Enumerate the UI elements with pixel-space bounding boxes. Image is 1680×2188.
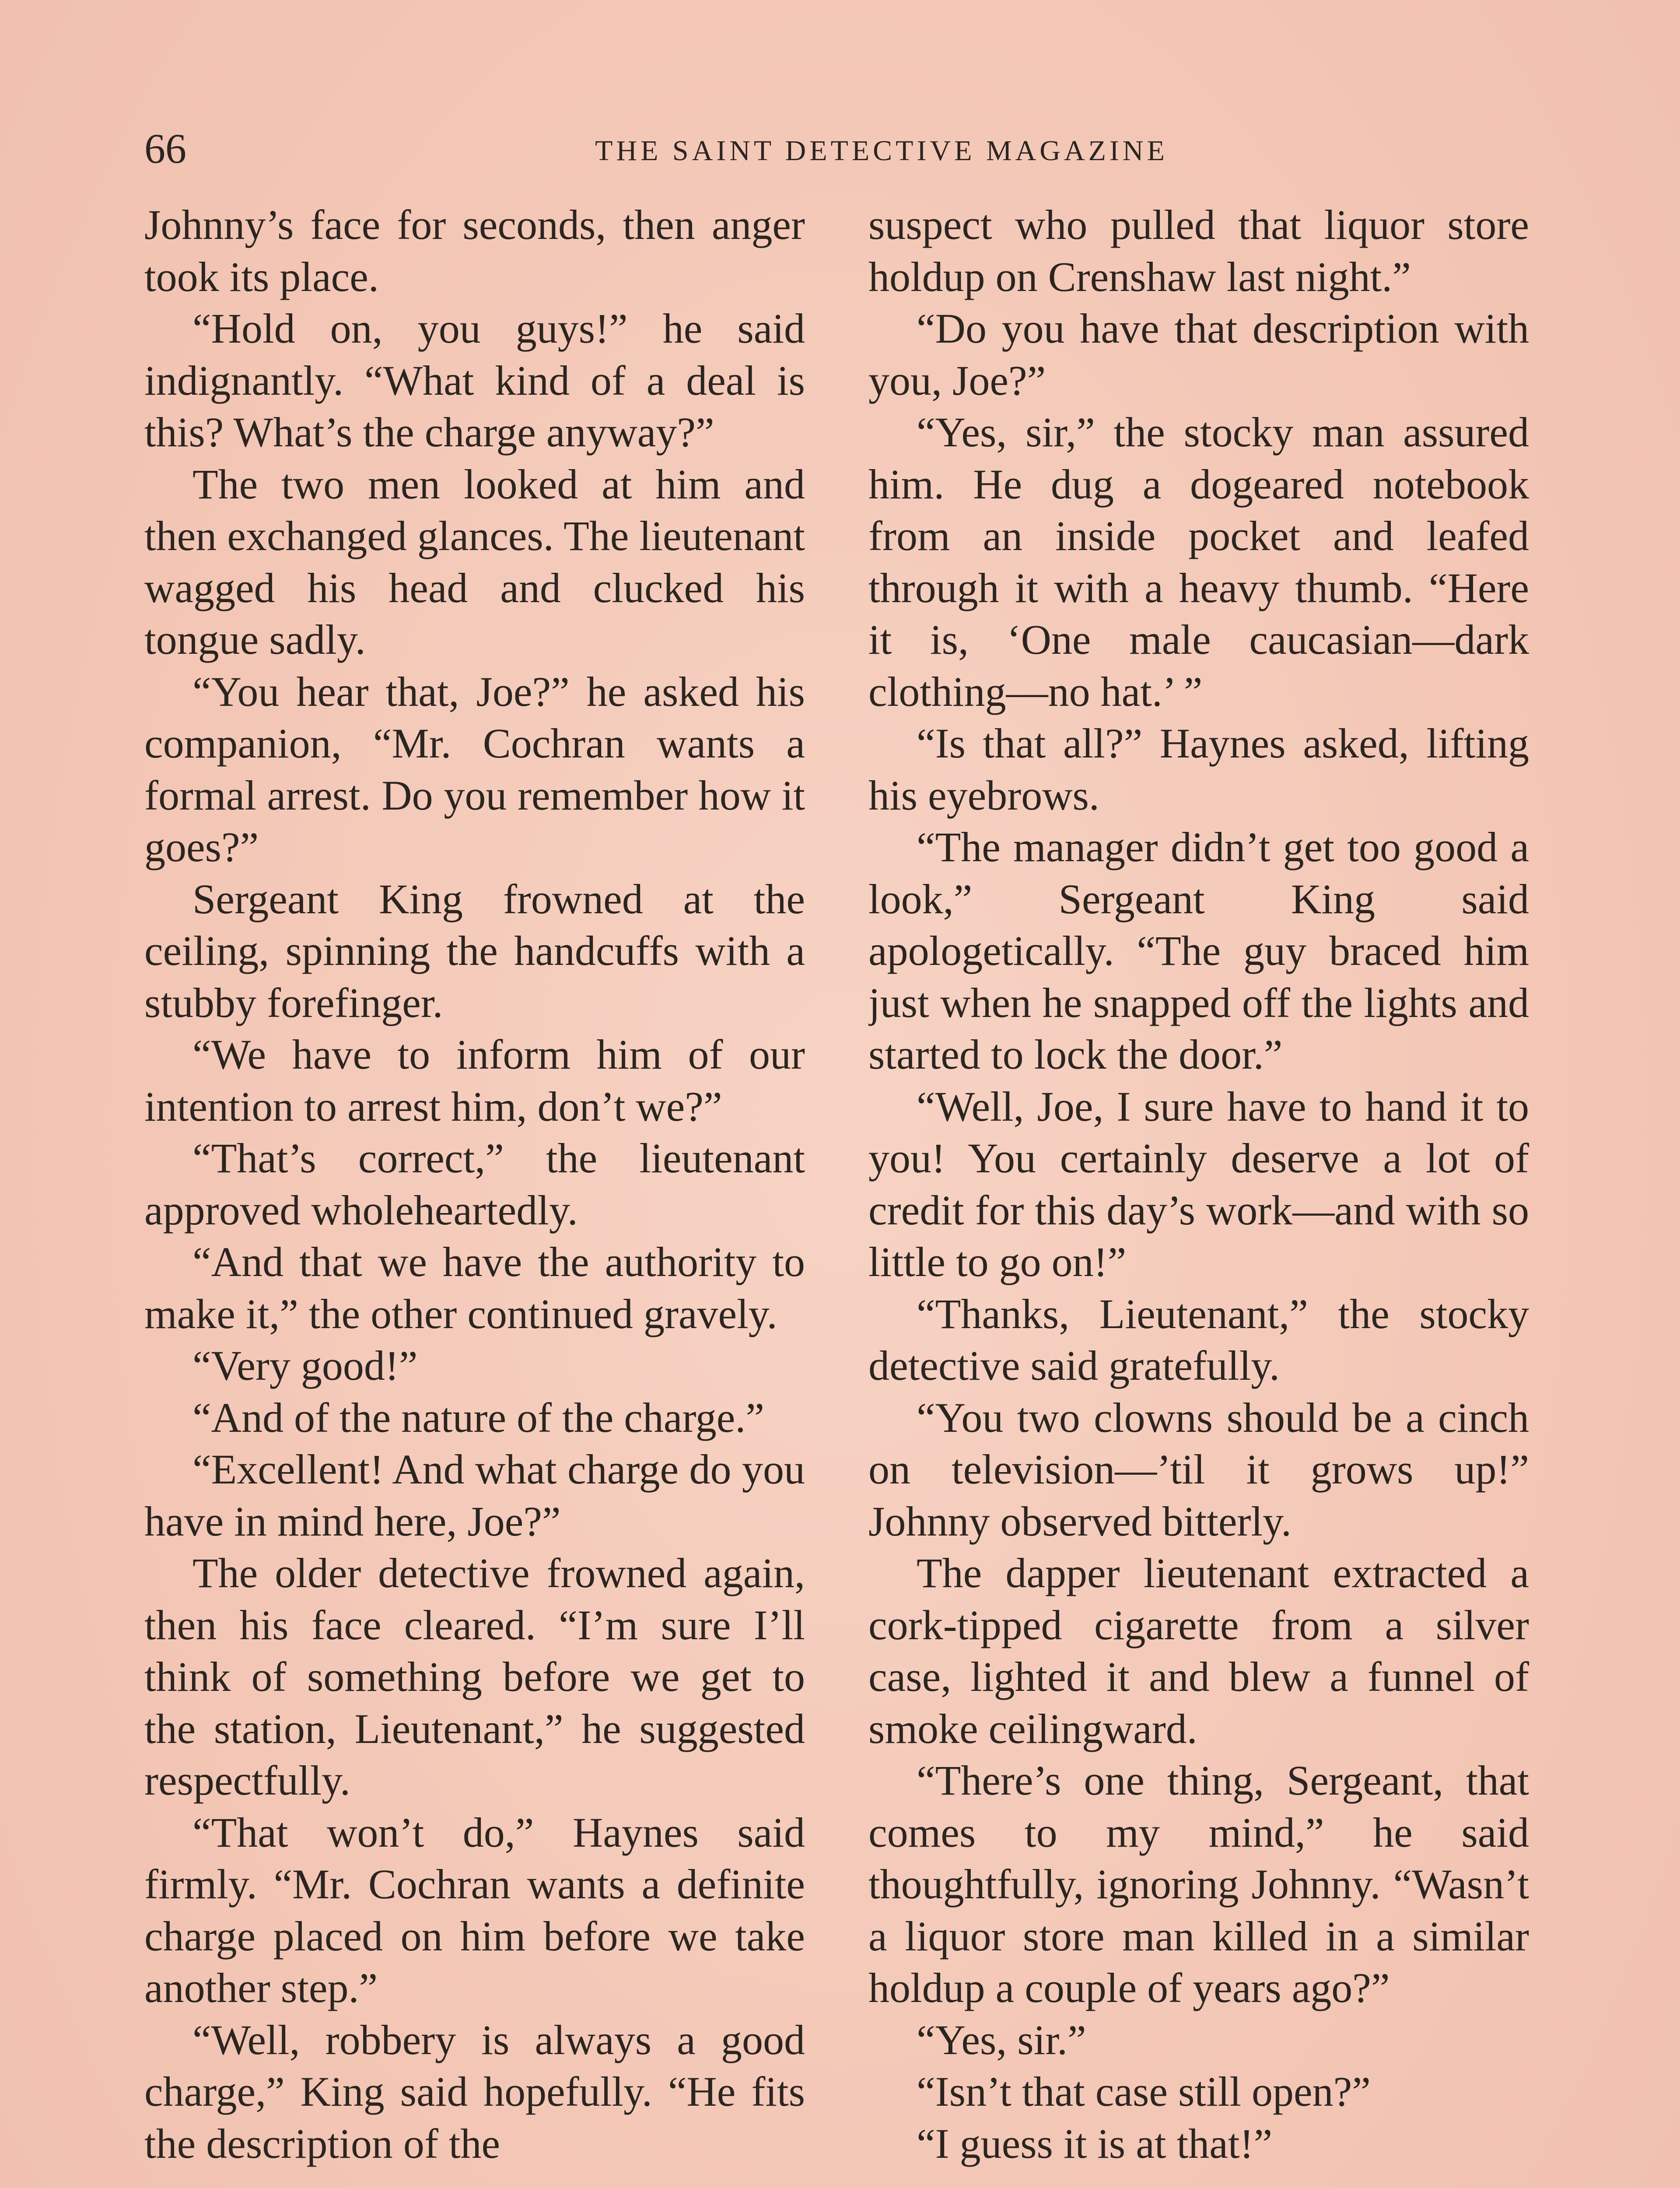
paragraph: “That won’t do,” Haynes said firmly. “Mr. Cochran wants a definite charge placed on him before we take another step.” (144, 1809, 805, 2011)
paragraph: The two men looked at him and then exchanged glances. The lieutenant wagged his head and clucked his tongue sadly. (144, 460, 805, 663)
paragraph: “That’s correct,” the lieutenant approved wholeheartedly. (144, 1135, 805, 1234)
paragraph: “Yes, sir.” (917, 2016, 1086, 2063)
page-number: 66 (144, 125, 186, 172)
paragraph: “We have to inform him of our intention to arrest him, don’t we?” (144, 1031, 805, 1130)
paragraph: “Is that all?” Haynes asked, lifting his eyebrows. (868, 720, 1529, 819)
paragraph: “I guess it is at that!” (917, 2120, 1273, 2167)
paragraph: “And that we have the authority to make it,” the other continued gravely. (144, 1238, 805, 1337)
paragraph: “You two clowns should be a cinch on television—’til it grows up!” Johnny observed bitterly. (868, 1394, 1529, 1545)
paragraph: “The manager didn’t get too good a look,” Sergeant King said apologetically. “The guy braced him just when he snapped off the lights and started to lock the door.” (868, 824, 1529, 1078)
paragraph: The older detective frowned again, then his face cleared. “I’m sure I’ll think of something before we get to the station, Lieutenant,” he suggested respectfully. (144, 1550, 805, 1804)
paragraph: “Do you have that description with you, Joe?” (868, 305, 1529, 404)
left-column (144, 199, 805, 2170)
paragraph: “Yes, sir,” the stocky man assured him. He dug a dogeared notebook from an inside pocket and leafed through it with a heavy thumb. “Here it is, ‘One male caucasian—dark clothing—no hat.’ ” (868, 409, 1529, 715)
paragraph: “There’s one thing, Sergeant, that comes to my mind,” he said thoughtfully, ignoring Johnny. “Wasn’t a liquor store man killed in a similar holdup a couple of years ago?” (868, 1757, 1529, 2011)
paragraph: “Excellent! And what charge do you have in mind here, Joe?” (144, 1446, 805, 1545)
paragraph: “Thanks, Lieutenant,” the stocky detective said gratefully. (868, 1290, 1529, 1389)
paragraph: “Well, Joe, I sure have to hand it to you! You certainly deserve a lot of credit for this day’s work—and with so little to go on!” (868, 1083, 1529, 1285)
paragraph: The dapper lieutenant extracted a cork-tipped cigarette from a silver case, lighted it and blew a funnel of smoke ceilingward. (868, 1550, 1529, 1752)
paragraph: “And of the nature of the charge.” (192, 1394, 764, 1441)
paragraph: “Well, robbery is always a good charge,” King said hopefully. “He fits the description of the (144, 2016, 805, 2167)
paragraph: “Isn’t that case still open?” (917, 2068, 1371, 2115)
paragraph: “Hold on, you guys!” he said indignantly. “What kind of a deal is this? What’s the charge anyway?” (144, 305, 805, 456)
running-title: THE SAINT DETECTIVE MAGAZINE (595, 135, 1168, 167)
paragraph: “Very good!” (192, 1342, 418, 1389)
paragraph: Johnny’s face for seconds, then anger took its place. (144, 201, 805, 300)
paragraph: Sergeant King frowned at the ceiling, spinning the handcuffs with a stubby forefinger. (144, 875, 805, 1026)
right-column (868, 199, 1529, 2170)
paragraph: suspect who pulled that liquor store holdup on Crenshaw last night.” (868, 201, 1529, 300)
page-header (144, 123, 1531, 184)
paragraph: “You hear that, Joe?” he asked his companion, “Mr. Cochran wants a formal arrest. Do you remember how it goes?” (144, 668, 805, 870)
